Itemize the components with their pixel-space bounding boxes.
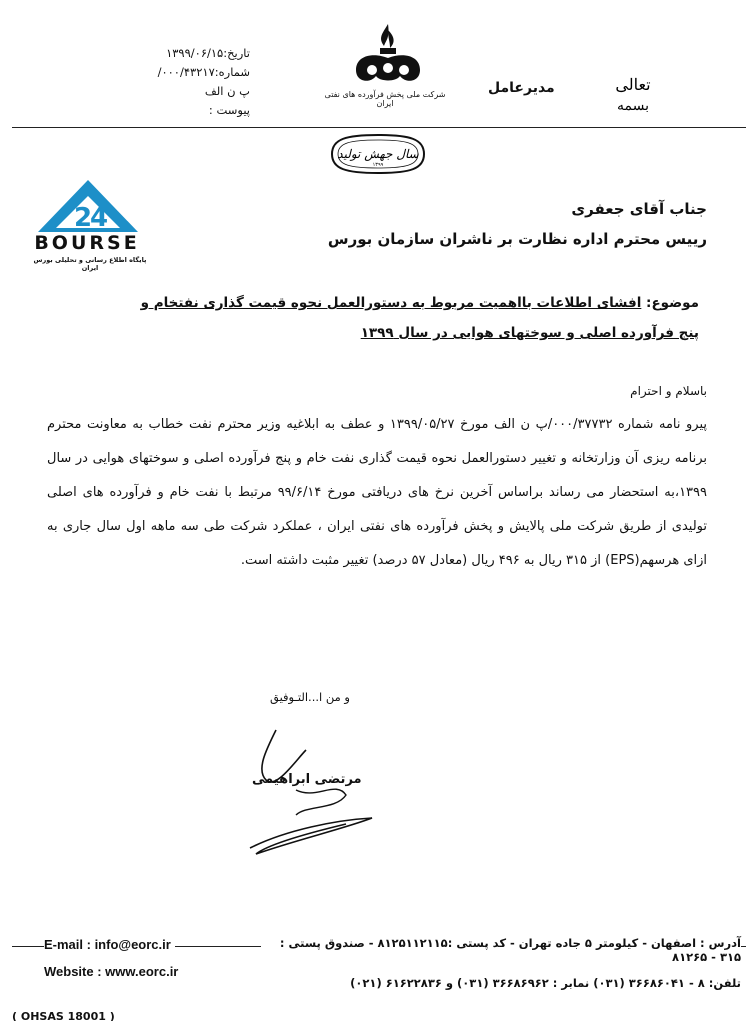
footer-website: Website : www.eorc.ir: [44, 964, 179, 979]
company-name: شرکت ملی پخش فرآورده های نفتی ایران: [324, 90, 446, 108]
signatory-name: مرتضی ابراهیمی: [252, 772, 362, 787]
bourse-wordmark: BOURSE: [34, 232, 140, 254]
subject-line-2: پنج فرآورده اصلی و سوختهای هوایی در سال ۱۳۹۹: [360, 325, 699, 341]
header-divider: [12, 127, 746, 128]
bourse-tagline: پایگاه اطلاع رسانی و تحلیلی بورس ایران: [33, 256, 147, 272]
letter-body: پیرو نامه شماره ۰۰۰/۳۷۷۳۲/پ ن الف مورخ ۱۳۹۹/۰۵/۲۷ و عطف به ابلاغیه وزیر محترم نفت خطاب به معاونت محترم برنامه ریزی آن وزارتخانه و تغییر دستورالعمل نحوه قیمت گذاری نفت خام و پنج فرآورده اصلی و سوختهای هوایی در سال ۱۳۹۹،به استحضار می رساند براساس آخرین نرخ های دریافتی مورخ ۹۹/۶/۱۴ مرتبط با نفت خام و فرآورده های اصلی تولیدی از طریق شرکت ملی پالایش و پخش فرآورده های نفتی ایران ، عملکرد شرکت طی سه ماهه اول سال جاری به ازای هرسهم(EPS) از ۳۱۵ ریال به ۴۹۶ ریال (معادل ۵۷ درصد) تغییر مثبت داشته است.: [47, 417, 708, 568]
footer-cut-line: ( OHSAS 18001 ): [12, 1010, 115, 1021]
letter-meta: [150, 44, 250, 120]
letter-attachment: پیوست :: [208, 103, 250, 117]
subject-label: موضوع:: [646, 295, 699, 311]
bismillah-line2: بسمه: [617, 98, 649, 114]
nioc-logo: [348, 20, 428, 90]
svg-text:2: 2: [74, 203, 93, 233]
recipient-title: رییس محترم اداره نظارت بر ناشران سازمان بورس: [327, 230, 707, 248]
subject-line-1: افشای اطلاعات بااهمیت مربوط به دستورالعمل نحوه قیمت گذاری نفتخام و: [140, 295, 642, 311]
footer-phones: تلفن: ۸ - ۳۶۶۸۶۰۴۱ (۰۳۱) نمابر : ۳۶۶۸۶۹۶۲ (۰۳۱) و ۶۱۶۲۲۸۳۶ (۰۲۱): [350, 976, 741, 990]
subject-block: [139, 288, 699, 348]
recipient-name: جناب آقای جعفری: [571, 200, 707, 218]
recipient-block: [287, 194, 707, 254]
year-motto-stamp: [326, 131, 430, 177]
closing-phrase: و من ا...التـوفیق: [270, 690, 350, 704]
footer-address: آدرس : اصفهان - کیلومتر ۵ جاده تهران - کد پستی :۸۱۲۵۱۱۲۱۱۵ - صندوق پستی : ۳۱۵ - ۸۱۲۶۵: [261, 936, 741, 964]
svg-text:4: 4: [90, 203, 109, 233]
greeting: باسلام و احترام: [630, 384, 707, 398]
year-motto-text: سال جهش تولید: [337, 147, 419, 161]
ceo-title: مدیرعامل: [488, 80, 555, 96]
bismillah-line1: تعالی: [615, 75, 651, 94]
letter-date: تاریخ:۱۳۹۹/۰۶/۱۵: [166, 46, 250, 60]
bismillah-calligraphy: [598, 70, 668, 114]
handwritten-signature: [236, 720, 376, 860]
year-motto-year: ۱۳۹۹: [372, 162, 384, 168]
footer-email: E-mail : info@eorc.ir: [44, 937, 175, 952]
letter-number: شماره:۰۰۰/۴۳۲۱۷/پ ن الف: [157, 65, 250, 98]
